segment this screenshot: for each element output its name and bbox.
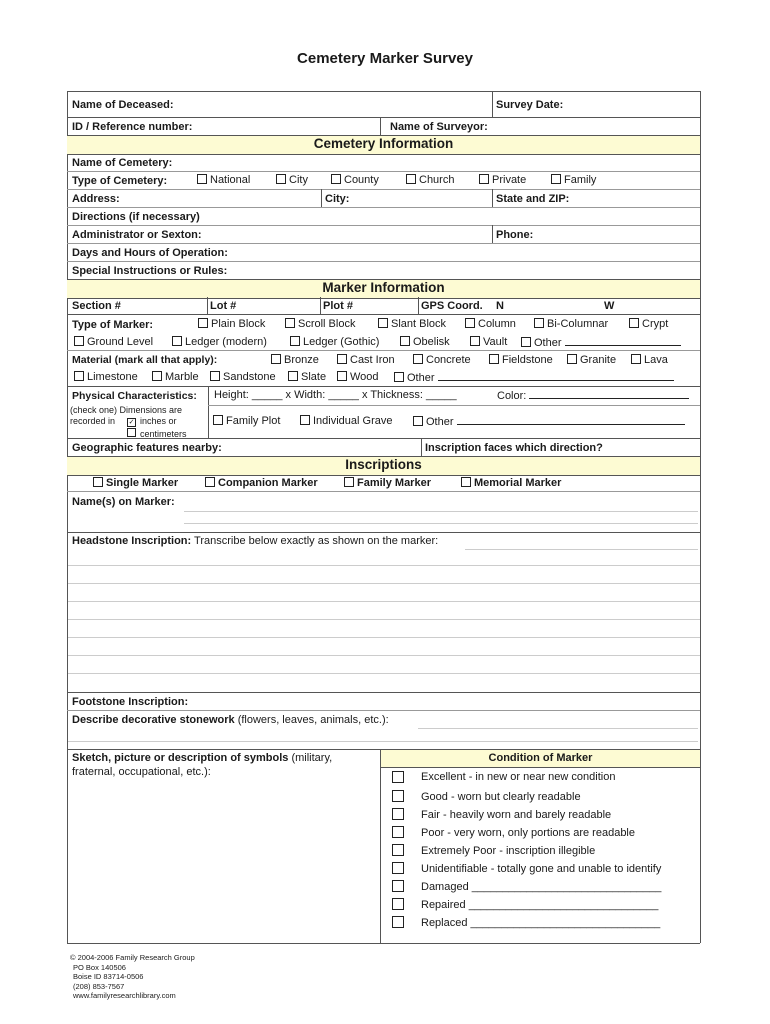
marker-type-slant-block[interactable]: Slant Block bbox=[378, 318, 446, 331]
material-label: Material (mark all that apply): bbox=[72, 354, 218, 366]
page-title: Cemetery Marker Survey bbox=[297, 50, 473, 67]
material-granite[interactable]: Granite bbox=[567, 354, 616, 367]
condition-damaged-label: Damaged _______________________________ bbox=[421, 881, 662, 893]
sketch-symbols-label[interactable]: Sketch, picture or description of symbols (military, bbox=[72, 752, 333, 764]
frame-left bbox=[67, 91, 68, 943]
footer-website[interactable]: www.familyresearchlibrary.com bbox=[73, 991, 176, 1000]
checkbox-icon bbox=[465, 318, 475, 328]
checkbox-icon bbox=[489, 354, 499, 364]
checkbox-icon bbox=[213, 415, 223, 425]
checkbox-icon bbox=[479, 174, 489, 184]
headstone-inscription-label: Headstone Inscription: Transcribe below exactly as shown on the marker: bbox=[72, 535, 439, 547]
lot-number-field[interactable]: Lot # bbox=[210, 300, 237, 312]
phone-field[interactable]: Phone: bbox=[496, 229, 534, 241]
city-field[interactable]: City: bbox=[325, 193, 350, 205]
condition-replaced-label: Replaced _______________________________ bbox=[421, 917, 661, 929]
gps-north-field[interactable]: N bbox=[496, 300, 504, 312]
condition-excellent-label: Excellent - in new or near new condition bbox=[421, 771, 616, 783]
checkbox-icon bbox=[210, 371, 220, 381]
checkbox-icon bbox=[271, 354, 281, 364]
inscriptions-section-header: Inscriptions bbox=[67, 456, 700, 476]
administrator-field[interactable]: Administrator or Sexton: bbox=[72, 229, 202, 241]
material-fieldstone[interactable]: Fieldstone bbox=[489, 354, 553, 367]
material-bronze[interactable]: Bronze bbox=[271, 354, 319, 367]
condition-replaced-checkbox[interactable] bbox=[392, 916, 404, 928]
checkbox-icon bbox=[521, 337, 531, 347]
marker-type-bi-columnar[interactable]: Bi-Columnar bbox=[534, 318, 608, 331]
condition-extremely-poor-checkbox[interactable] bbox=[392, 844, 404, 856]
checkbox-icon bbox=[394, 372, 404, 382]
name-of-deceased-field[interactable]: Name of Deceased: bbox=[72, 99, 174, 111]
frame-bottom bbox=[67, 943, 700, 944]
marker-type-ground-level[interactable]: Ground Level bbox=[74, 336, 153, 349]
checkbox-icon bbox=[413, 416, 423, 426]
checkbox-icon bbox=[276, 174, 286, 184]
plot-number-field[interactable]: Plot # bbox=[323, 300, 353, 312]
unit-inches-option[interactable]: ✓ inches or bbox=[128, 416, 177, 426]
checkbox-icon bbox=[205, 477, 215, 487]
checkbox-icon bbox=[93, 477, 103, 487]
marker-type-other[interactable]: Other bbox=[521, 336, 681, 350]
checkbox-icon bbox=[127, 428, 136, 437]
name-of-surveyor-field[interactable]: Name of Surveyor: bbox=[390, 121, 488, 133]
marker-type-column[interactable]: Column bbox=[465, 318, 516, 331]
special-instructions-field[interactable]: Special Instructions or Rules: bbox=[72, 265, 228, 277]
checkbox-icon bbox=[285, 318, 295, 328]
marker-type-label: Type of Marker: bbox=[72, 319, 154, 331]
cemetery-type-label: Type of Cemetery: bbox=[72, 175, 168, 187]
marker-type-plain-block[interactable]: Plain Block bbox=[198, 318, 265, 331]
family-plot-option[interactable]: Family Plot bbox=[213, 415, 280, 428]
checkbox-icon bbox=[567, 354, 577, 364]
checkbox-icon bbox=[413, 354, 423, 364]
material-marble[interactable]: Marble bbox=[152, 371, 199, 384]
marker-type-obelisk[interactable]: Obelisk bbox=[400, 336, 450, 349]
physical-characteristics-label: Physical Characteristics: bbox=[72, 390, 197, 402]
condition-repaired-label: Repaired _______________________________ bbox=[421, 899, 659, 911]
condition-good-checkbox[interactable] bbox=[392, 790, 404, 802]
material-wood[interactable]: Wood bbox=[337, 371, 379, 384]
geographic-features-field[interactable]: Geographic features nearby: bbox=[72, 442, 222, 454]
hours-field[interactable]: Days and Hours of Operation: bbox=[72, 247, 228, 259]
state-zip-field[interactable]: State and ZIP: bbox=[496, 193, 570, 205]
names-on-marker-field[interactable]: Name(s) on Marker: bbox=[72, 496, 175, 508]
condition-fair-checkbox[interactable] bbox=[392, 808, 404, 820]
checkbox-icon bbox=[288, 371, 298, 381]
address-field[interactable]: Address: bbox=[72, 193, 120, 205]
condition-unidentifiable-label: Unidentifiable - totally gone and unable to identify bbox=[421, 863, 662, 875]
cemetery-type-county[interactable]: County bbox=[331, 174, 379, 187]
plot-other-option[interactable]: Other bbox=[413, 415, 685, 429]
survey-date-field[interactable]: Survey Date: bbox=[496, 99, 564, 111]
condition-extremely-poor-label: Extremely Poor - inscription illegible bbox=[421, 845, 596, 857]
section-number-field[interactable]: Section # bbox=[72, 300, 121, 312]
sketch-symbols-hint: fraternal, occupational, etc.): bbox=[72, 766, 211, 778]
checkbox-icon bbox=[406, 174, 416, 184]
marker-section-header: Marker Information bbox=[67, 279, 700, 299]
memorial-marker-option[interactable]: Memorial Marker bbox=[461, 477, 561, 490]
checkbox-icon bbox=[172, 336, 182, 346]
checkbox-icon bbox=[337, 371, 347, 381]
checkbox-icon bbox=[290, 336, 300, 346]
footer-po-box: PO Box 140506 bbox=[73, 962, 126, 972]
condition-poor-checkbox[interactable] bbox=[392, 826, 404, 838]
checkbox-icon bbox=[197, 174, 207, 184]
material-sandstone[interactable]: Sandstone bbox=[210, 371, 276, 384]
single-marker-option[interactable]: Single Marker bbox=[93, 477, 178, 490]
material-slate[interactable]: Slate bbox=[288, 371, 326, 384]
checkbox-icon bbox=[470, 336, 480, 346]
headstone-inscription-area[interactable] bbox=[68, 550, 700, 692]
individual-grave-option[interactable]: Individual Grave bbox=[300, 415, 393, 428]
checked-box-icon: ✓ bbox=[128, 419, 135, 426]
color-field[interactable]: Color: bbox=[497, 389, 689, 403]
companion-marker-option[interactable]: Companion Marker bbox=[205, 477, 318, 490]
checkbox-icon bbox=[344, 477, 354, 487]
material-other[interactable]: Other bbox=[394, 371, 674, 385]
material-cast-iron[interactable]: Cast Iron bbox=[337, 354, 395, 367]
directions-field[interactable]: Directions (if necessary) bbox=[72, 211, 200, 223]
dimensions-note-2: recorded in bbox=[70, 416, 116, 426]
marker-type-ledger-gothic[interactable]: Ledger (Gothic) bbox=[290, 336, 379, 349]
marker-type-vault[interactable]: Vault bbox=[470, 336, 507, 349]
checkbox-icon bbox=[631, 354, 641, 364]
condition-excellent-checkbox[interactable] bbox=[392, 771, 404, 783]
checkbox-icon bbox=[337, 354, 347, 364]
id-reference-field[interactable]: ID / Reference number: bbox=[72, 121, 193, 133]
checkbox-icon bbox=[629, 318, 639, 328]
cemetery-type-city[interactable]: City bbox=[276, 174, 308, 187]
frame-right bbox=[700, 91, 701, 943]
checkbox-icon bbox=[400, 336, 410, 346]
material-limestone[interactable]: Limestone bbox=[74, 371, 138, 384]
frame-top bbox=[67, 91, 700, 92]
dimensions-note: (check one) Dimensions are bbox=[70, 405, 183, 415]
condition-poor-label: Poor - very worn, only portions are readable bbox=[421, 827, 635, 839]
footer-copyright: © 2004-2006 Family Research Group bbox=[70, 953, 195, 962]
checkbox-icon bbox=[74, 371, 84, 381]
checkbox-icon bbox=[74, 336, 84, 346]
checkbox-icon bbox=[551, 174, 561, 184]
checkbox-icon bbox=[152, 371, 162, 381]
cemetery-type-family[interactable]: Family bbox=[551, 174, 596, 187]
footer-city: Boise ID 83714-0506 bbox=[73, 972, 144, 981]
footstone-inscription-field[interactable]: Footstone Inscription: bbox=[72, 696, 189, 708]
marker-type-ledger-modern[interactable]: Ledger (modern) bbox=[172, 336, 267, 349]
dimensions-field[interactable]: Height: _____ x Width: _____ x Thickness: _____ bbox=[214, 389, 457, 401]
checkbox-icon bbox=[300, 415, 310, 425]
unit-centimeters-option[interactable]: centimeters bbox=[127, 428, 187, 439]
checkbox-icon bbox=[378, 318, 388, 328]
condition-good-label: Good - worn but clearly readable bbox=[421, 791, 581, 803]
cemetery-section-header: Cemetery Information bbox=[67, 135, 700, 155]
marker-type-scroll-block[interactable]: Scroll Block bbox=[285, 318, 355, 331]
gps-coord-label: GPS Coord. bbox=[421, 300, 483, 312]
checkbox-icon bbox=[331, 174, 341, 184]
cemetery-type-national[interactable]: National bbox=[197, 174, 250, 187]
material-lava[interactable]: Lava bbox=[631, 354, 668, 367]
gps-west-field[interactable]: W bbox=[604, 300, 615, 312]
checkbox-icon bbox=[198, 318, 208, 328]
checkbox-icon bbox=[461, 477, 471, 487]
decorative-stonework-field[interactable]: Describe decorative stonework (flowers, leaves, animals, etc.): bbox=[72, 714, 389, 726]
condition-fair-label: Fair - heavily worn and barely readable bbox=[421, 809, 612, 821]
footer-phone: (208) 853-7567 bbox=[73, 981, 125, 991]
cemetery-type-private[interactable]: Private bbox=[479, 174, 526, 187]
condition-header: Condition of Marker bbox=[381, 750, 700, 768]
cemetery-name-field[interactable]: Name of Cemetery: bbox=[72, 157, 173, 169]
inscription-direction-field[interactable]: Inscription faces which direction? bbox=[425, 442, 603, 454]
cemetery-type-church[interactable]: Church bbox=[406, 174, 454, 187]
condition-damaged-checkbox[interactable] bbox=[392, 880, 404, 892]
marker-type-crypt[interactable]: Crypt bbox=[629, 318, 668, 331]
condition-repaired-checkbox[interactable] bbox=[392, 898, 404, 910]
condition-unidentifiable-checkbox[interactable] bbox=[392, 862, 404, 874]
checkbox-icon bbox=[534, 318, 544, 328]
footer-contact bbox=[70, 953, 195, 1001]
family-marker-option[interactable]: Family Marker bbox=[344, 477, 431, 490]
material-concrete[interactable]: Concrete bbox=[413, 354, 471, 367]
